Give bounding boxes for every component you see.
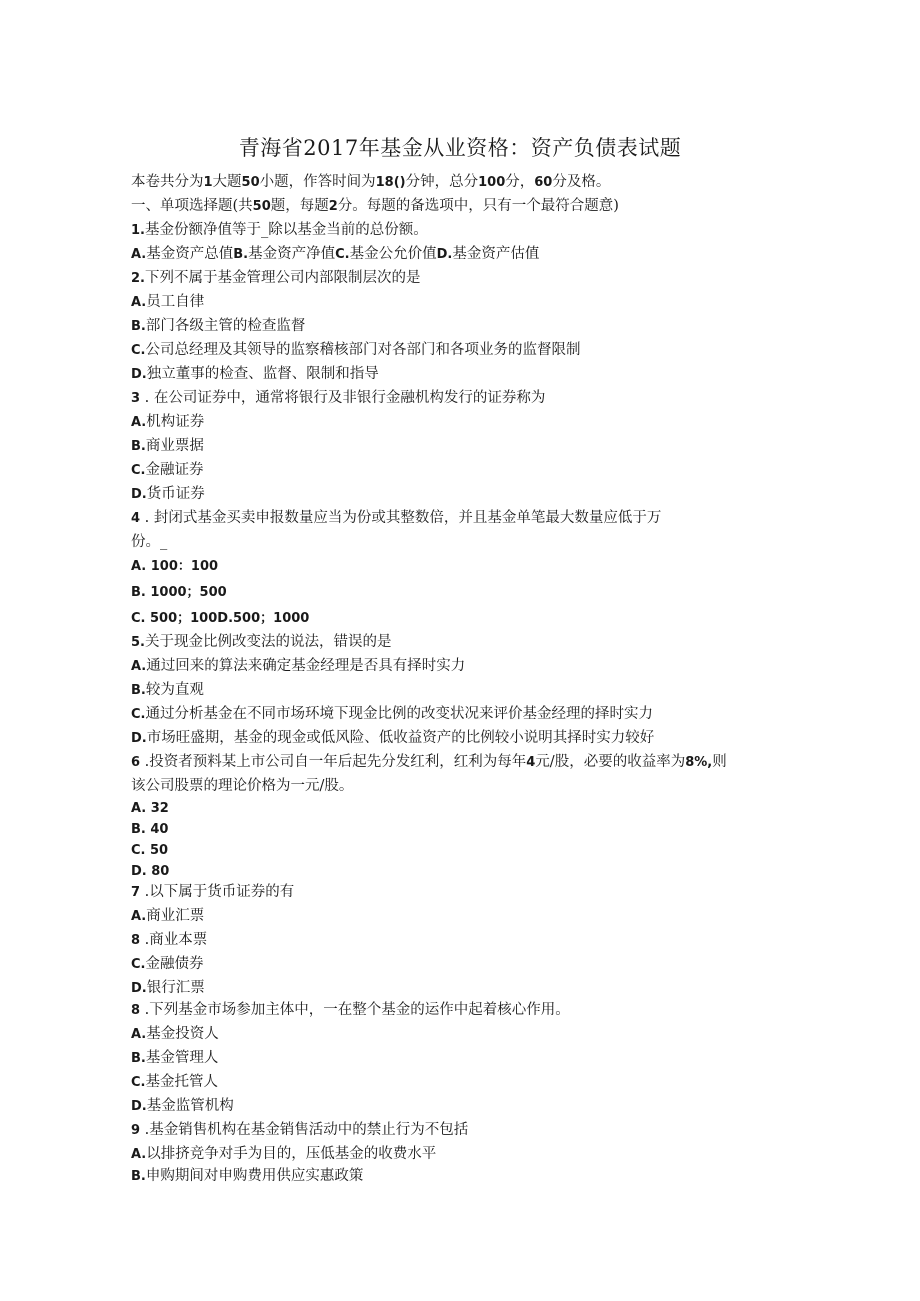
text-segment: 市场旺盛期，基金的现金或低风险、低收益资产的比例较小说明其择时实力较好 bbox=[146, 730, 655, 746]
text-segment: 该公司股票的理论价格为一元/股。 bbox=[131, 778, 354, 794]
bold-label: D. bbox=[131, 981, 147, 996]
text-line bbox=[131, 632, 391, 653]
bold-label: A. bbox=[131, 659, 147, 674]
text-segment: 员工自律 bbox=[146, 294, 205, 310]
text-segment: 通过分析基金在不同市场环境下现金比例的改变状况来评价基金经理的择时实力 bbox=[145, 706, 653, 722]
text-line bbox=[131, 728, 654, 749]
text-segment: 银行汇票 bbox=[146, 980, 205, 996]
bold-label: 8 bbox=[131, 933, 141, 948]
text-line bbox=[131, 268, 420, 289]
bold-label: 4 bbox=[526, 755, 536, 770]
text-segment: 分。每题的备选项中，只有一个最符合题意) bbox=[337, 198, 619, 214]
text-segment: 基金管理人 bbox=[145, 1050, 219, 1066]
bold-label: A. bbox=[131, 415, 147, 430]
text-segment: 大题 bbox=[212, 174, 242, 190]
bold-label: 50 bbox=[241, 175, 260, 190]
text-segment: 基金份额净值等于_除以基金当前的总份额。 bbox=[144, 222, 428, 238]
text-line bbox=[131, 1166, 363, 1187]
page-title: 青海省2017年基金从业资格：资产负债表试题 bbox=[238, 136, 682, 160]
text-line bbox=[131, 244, 539, 265]
text-line bbox=[131, 340, 580, 361]
bold-label: A. bbox=[131, 1147, 147, 1162]
text-segment: 基金托管人 bbox=[145, 1074, 218, 1090]
text-line bbox=[131, 220, 428, 241]
text-segment: 基金公允价值 bbox=[349, 246, 437, 262]
text-segment: 基金资产净值 bbox=[248, 246, 336, 262]
bold-label: 60 bbox=[534, 175, 553, 190]
bold-label: C. bbox=[335, 247, 350, 262]
text-line bbox=[131, 316, 305, 337]
text-line bbox=[131, 1096, 234, 1117]
bold-label: 7 bbox=[131, 885, 141, 900]
bold-label: B. bbox=[131, 683, 146, 698]
text-segment: 小题，作答时间为 bbox=[259, 174, 376, 190]
text-segment: 通过回来的算法来确定基金经理是否具有择时实力 bbox=[146, 658, 466, 674]
text-segment: 商业票据 bbox=[145, 438, 204, 454]
text-line bbox=[131, 930, 207, 951]
text-segment: 关于现金比例改变法的说法，错误的是 bbox=[144, 634, 392, 650]
bold-label: A. bbox=[131, 909, 147, 924]
text-segment: 部门各级主管的检查监督 bbox=[145, 318, 306, 334]
text-line bbox=[131, 532, 167, 552]
text-line bbox=[131, 364, 379, 385]
text-segment: 机构证券 bbox=[146, 414, 205, 430]
text-line bbox=[131, 861, 169, 882]
text-line bbox=[131, 978, 205, 999]
text-line bbox=[131, 172, 610, 193]
bold-label: B. 1000；500 bbox=[131, 585, 227, 600]
text-line bbox=[131, 656, 465, 677]
bold-label: A. bbox=[131, 295, 147, 310]
bold-label: 1. bbox=[131, 223, 145, 238]
bold-label: 5. bbox=[131, 635, 145, 650]
text-segment: 基金资产估值 bbox=[452, 246, 540, 262]
bold-label: C. bbox=[131, 343, 146, 358]
text-line bbox=[131, 292, 204, 313]
bold-label: 3 bbox=[131, 391, 141, 406]
text-segment: .商业本票 bbox=[140, 932, 208, 948]
text-line bbox=[131, 752, 727, 773]
bold-label: B. bbox=[131, 439, 146, 454]
bold-label: D. bbox=[436, 247, 453, 262]
bold-label: B. bbox=[131, 319, 146, 334]
bold-label: C. bbox=[131, 463, 146, 478]
text-segment: 以排挤竞争对手为目的，压低基金的收费水平 bbox=[146, 1146, 437, 1162]
text-line bbox=[131, 556, 218, 577]
text-line bbox=[131, 412, 204, 433]
text-segment: 元/股，必要的收益率为 bbox=[535, 754, 686, 770]
text-line bbox=[131, 798, 169, 819]
text-segment: 题，每题 bbox=[270, 198, 329, 214]
text-line bbox=[131, 776, 353, 796]
text-line bbox=[131, 388, 545, 409]
text-segment: 基金资产总值 bbox=[146, 246, 234, 262]
text-line bbox=[131, 1024, 219, 1045]
text-segment: 则 bbox=[712, 754, 727, 770]
text-line bbox=[131, 608, 309, 629]
text-segment: 金融债券 bbox=[145, 956, 204, 972]
text-line bbox=[131, 840, 168, 861]
bold-label: 1 bbox=[203, 175, 213, 190]
text-segment: .以下属于货币证券的有 bbox=[140, 884, 295, 900]
bold-label: 2. bbox=[131, 271, 145, 286]
text-segment: . 在公司证券中，通常将银行及非银行金融机构发行的证券称为 bbox=[140, 390, 546, 406]
text-line bbox=[131, 906, 204, 927]
text-segment: 货币证券 bbox=[146, 486, 205, 502]
text-segment: 较为直观 bbox=[145, 682, 204, 698]
text-segment: .下列基金市场参加主体中，一在整个基金的运作中起着核心作用。 bbox=[140, 1002, 570, 1018]
text-segment: 分钟，总分 bbox=[405, 174, 479, 190]
bold-label: B. 40 bbox=[131, 822, 169, 837]
text-line bbox=[131, 484, 205, 505]
bold-label: A. bbox=[131, 247, 147, 262]
bold-label: C. bbox=[131, 957, 146, 972]
text-segment: . 封闭式基金买卖申报数量应当为份或其整数倍，并且基金单笔最大数量应低于万 bbox=[140, 510, 662, 526]
text-segment: 金融证券 bbox=[145, 462, 204, 478]
text-line bbox=[131, 582, 227, 603]
text-segment: 公司总经理及其领导的监察稽核部门对各部门和各项业务的监督限制 bbox=[145, 342, 581, 358]
bold-label: A. 100：100 bbox=[131, 559, 219, 574]
bold-label: 4 bbox=[131, 511, 141, 526]
text-segment: .基金销售机构在基金销售活动中的禁止行为不包括 bbox=[140, 1122, 469, 1138]
bold-label: B. bbox=[131, 1051, 146, 1066]
bold-label: 100 bbox=[478, 175, 506, 190]
bold-label: 8 bbox=[131, 1003, 141, 1018]
text-line bbox=[131, 1048, 218, 1069]
bold-label: D. bbox=[131, 367, 147, 382]
text-line bbox=[131, 882, 294, 903]
bold-label: C. bbox=[131, 707, 146, 722]
text-segment: 份。_ bbox=[131, 534, 168, 550]
text-segment: 分及格。 bbox=[552, 174, 611, 190]
text-segment: 分， bbox=[505, 174, 535, 190]
text-segment: 下列不属于基金管理公司内部限制层次的是 bbox=[144, 270, 421, 286]
bold-label: A. bbox=[131, 1027, 147, 1042]
text-line bbox=[131, 436, 204, 457]
bold-label: C. 500；100D.500；1000 bbox=[131, 611, 310, 626]
text-line bbox=[131, 1120, 468, 1141]
bold-label: 9 bbox=[131, 1123, 141, 1138]
bold-label: C. bbox=[131, 1075, 146, 1090]
text-line bbox=[131, 460, 203, 481]
text-segment: 一、单项选择题(共 bbox=[131, 198, 253, 214]
bold-label: C. 50 bbox=[131, 843, 169, 858]
bold-label: 8%, bbox=[685, 755, 713, 770]
text-segment: 基金投资人 bbox=[146, 1026, 219, 1042]
text-segment: 本卷共分为 bbox=[131, 174, 204, 190]
text-segment: 独立董事的检查、监督、限制和指导 bbox=[146, 366, 379, 382]
bold-label: D. bbox=[131, 487, 147, 502]
bold-label: 50 bbox=[252, 199, 271, 214]
text-line bbox=[131, 1072, 218, 1093]
bold-label: B. bbox=[131, 1169, 146, 1184]
text-segment: 申购期间对申购费用供应实惠政策 bbox=[145, 1168, 364, 1184]
bold-label: D. bbox=[131, 731, 147, 746]
text-line bbox=[131, 1000, 570, 1021]
text-segment: .投资者预料某上市公司自一年后起先分发红利，红利为每年 bbox=[140, 754, 527, 770]
text-line bbox=[131, 680, 204, 701]
text-line bbox=[131, 704, 653, 725]
text-line bbox=[131, 954, 203, 975]
bold-label: D. bbox=[131, 1099, 147, 1114]
text-segment: 商业汇票 bbox=[146, 908, 205, 924]
text-line bbox=[131, 1144, 436, 1165]
bold-label: B. bbox=[233, 247, 249, 262]
bold-label: 6 bbox=[131, 755, 141, 770]
bold-label: A. 32 bbox=[131, 801, 169, 816]
text-segment: 基金监管机构 bbox=[146, 1098, 234, 1114]
text-line bbox=[131, 196, 619, 217]
text-line bbox=[131, 508, 661, 529]
bold-label: D. 80 bbox=[131, 864, 170, 879]
bold-label: 18() bbox=[375, 175, 406, 190]
bold-label: 2 bbox=[328, 199, 338, 214]
text-line bbox=[131, 819, 168, 840]
